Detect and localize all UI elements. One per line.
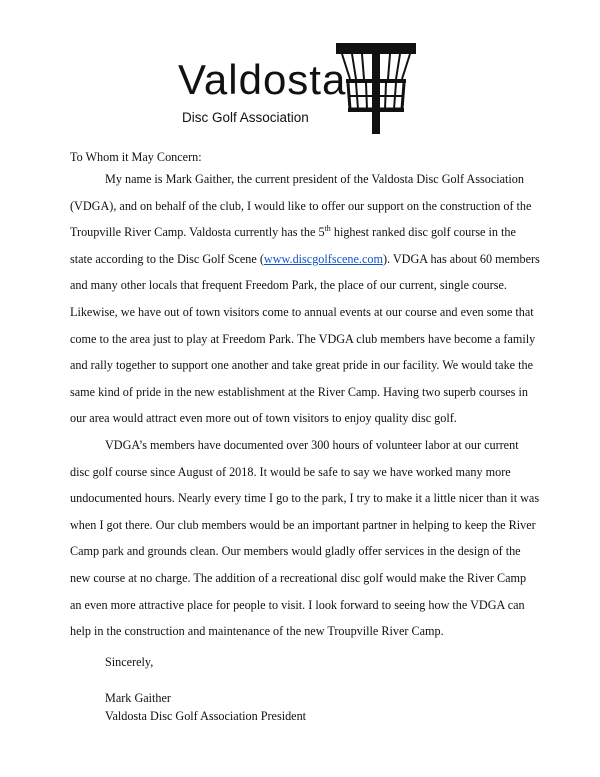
- logo-word-main: Valdost: [178, 56, 322, 103]
- disc-golf-basket-icon: [334, 41, 424, 136]
- paragraph-1: [70, 166, 540, 432]
- paragraph-1-text-a: My name is Mark Gaither, the current president of the Valdosta Disc Golf Association (VDGA), and on behalf of the club, I would like to offer our support on the construction of the Troupville River Camp. Valdosta currently has the 5: [70, 172, 532, 240]
- signer-title: Valdosta Disc Golf Association President: [105, 708, 307, 723]
- discgolfscene-link[interactable]: www.discgolfscene.com: [263, 251, 383, 266]
- paragraph-2: VDGA’s members have documented over 300 hours of volunteer labor at our current disc golf course since August of 2018. It would be safe to say we have worked many more undocumented hours. Nearly every time I go to the park, I try to make it a little nicer than it was when I got there. Our club members would be an important partner in helping to keep the River Camp park and grounds clean. Our members would gladly offer services in the design of the new course at no charge. The addition of a recreational disc golf would make the River Camp an even more attractive place for people to visit. I look forward to seeing how the VDGA can help in the construction and maintenance of the new Troupville River Camp.: [70, 437, 540, 639]
- ordinal-suffix: th: [324, 224, 331, 234]
- logo-word-tail: a: [321, 56, 347, 103]
- logo-wordmark: [178, 56, 346, 104]
- letter-body: [70, 148, 540, 725]
- signer-name: Mark Gaither: [105, 690, 171, 705]
- salutation: To Whom it May Concern:: [70, 150, 202, 164]
- association-logo: [178, 38, 428, 138]
- closing: Sincerely,: [105, 654, 154, 669]
- paragraph-1-text-c: ). VDGA has about 60 members and many other locals that frequent Freedom Park, the place of our current, single course. Likewise, we have out of town visitors come to annual events at our course and even some that come to the area just to play at Freedom Park. The VDGA club members have become a family and rally together to support one another and take great pride in our facility. We would take the same kind of pride in the new establishment at the River Camp. Having two superb courses in our area would attract even more out of town visitors to enjoy quality disc golf.: [70, 251, 540, 426]
- logo-subtitle: Disc Golf Association: [182, 110, 309, 125]
- paragraph-1-text-b: highest ranked disc golf course in the state according to the Disc Golf Scene (: [70, 225, 516, 266]
